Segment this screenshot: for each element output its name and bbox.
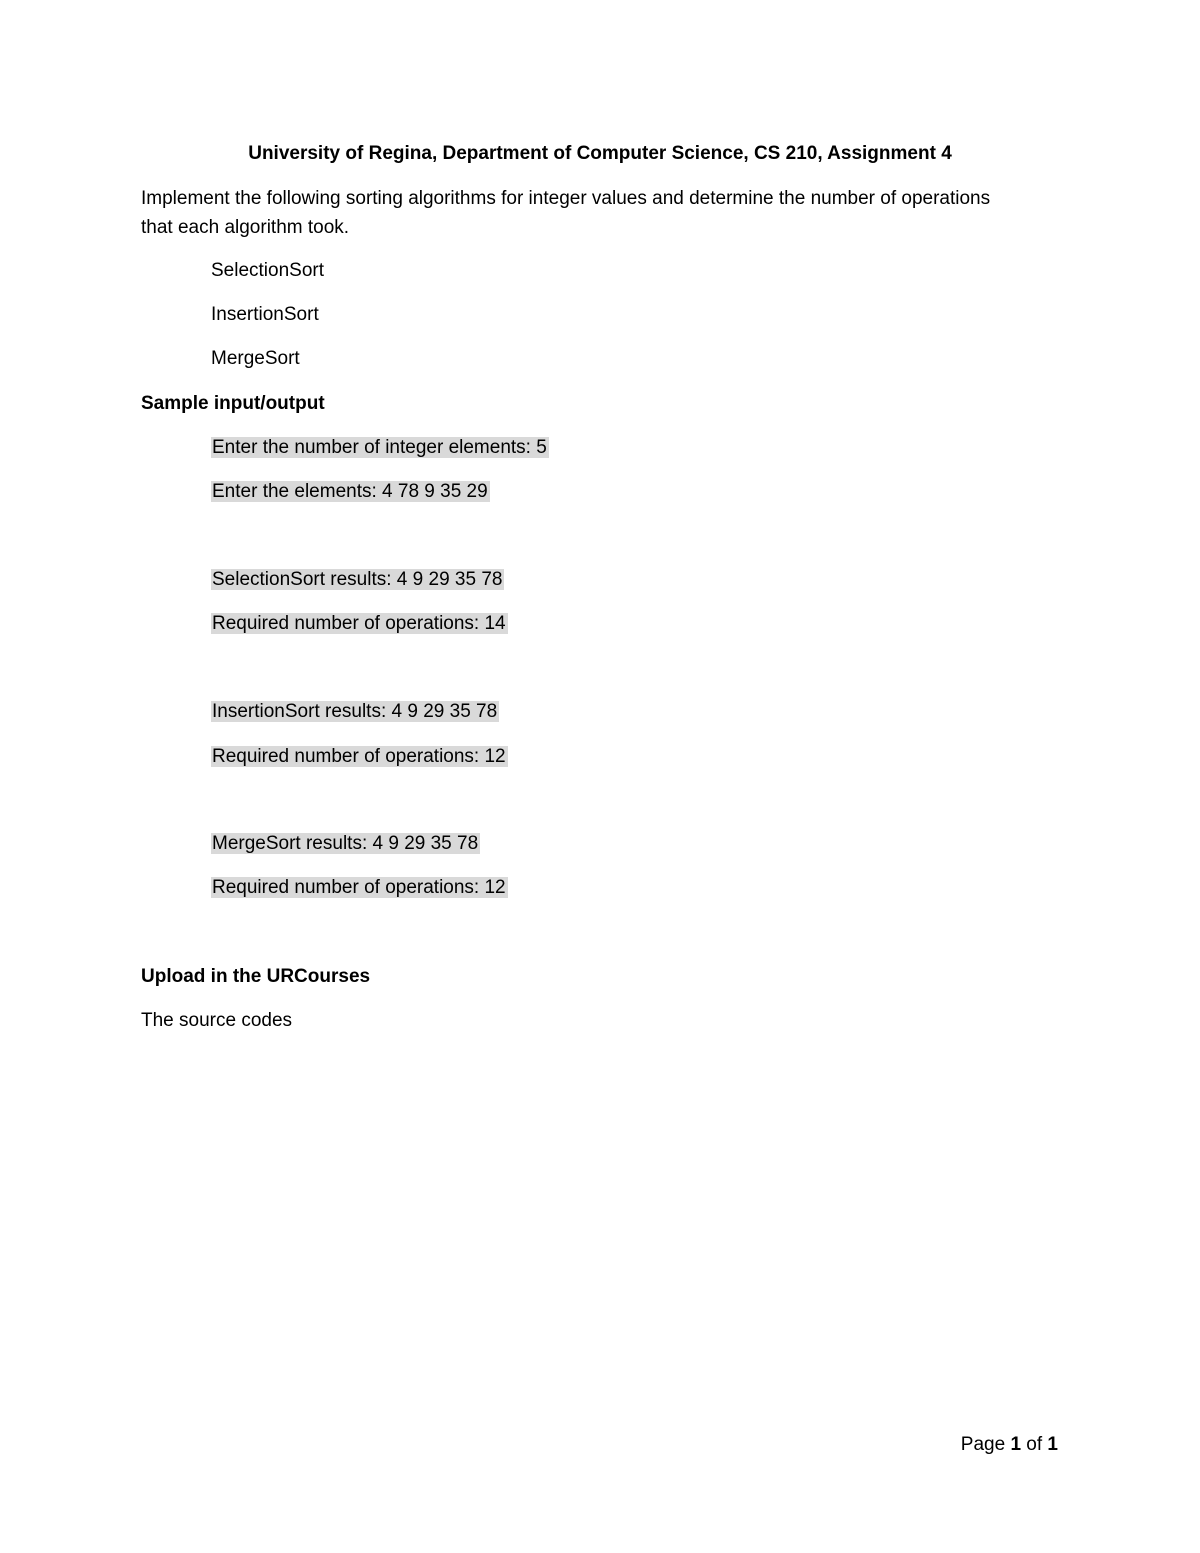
sample-line-insertion-results: [211, 701, 499, 723]
page-number: [961, 1434, 1058, 1456]
intro-line-1: Implement the following sorting algorithms for integer values and determine the number of operations: [141, 188, 991, 209]
intro-line-2: that each algorithm took.: [141, 217, 350, 238]
upload-text: The source codes: [141, 1010, 293, 1031]
sample-text: SelectionSort results: 4 9 29 35 78: [212, 569, 503, 590]
page-total: 1: [1047, 1434, 1058, 1455]
algorithm-item: InsertionSort: [211, 304, 319, 325]
sample-line-merge-results: [211, 833, 480, 855]
page-title: University of Regina, Department of Computer Science, CS 210, Assignment 4: [248, 143, 952, 164]
sample-text: Required number of operations: 12: [212, 877, 506, 898]
sample-text: Enter the number of integer elements: 5: [212, 437, 547, 458]
page-current: 1: [1010, 1434, 1022, 1455]
of-word: of: [1021, 1434, 1048, 1455]
sample-text: MergeSort results: 4 9 29 35 78: [212, 833, 479, 854]
sample-line-elements: [211, 481, 490, 503]
upload-heading: Upload in the URCourses: [141, 966, 371, 987]
sample-line-insertion-ops: [211, 746, 508, 768]
sample-text: Required number of operations: 14: [212, 613, 506, 634]
page-word: Page: [960, 1434, 1011, 1455]
sample-heading: Sample input/output: [141, 393, 325, 414]
sample-line-selection-ops: [211, 613, 508, 635]
algorithm-item: MergeSort: [211, 348, 300, 369]
sample-text: Required number of operations: 12: [212, 746, 506, 767]
sample-text: InsertionSort results: 4 9 29 35 78: [212, 701, 498, 722]
sample-line-selection-results: [211, 569, 504, 591]
sample-text: Enter the elements: 4 78 9 35 29: [212, 481, 488, 502]
sample-line-merge-ops: [211, 877, 508, 899]
algorithm-item: SelectionSort: [211, 260, 325, 281]
sample-line-count: [211, 437, 549, 459]
